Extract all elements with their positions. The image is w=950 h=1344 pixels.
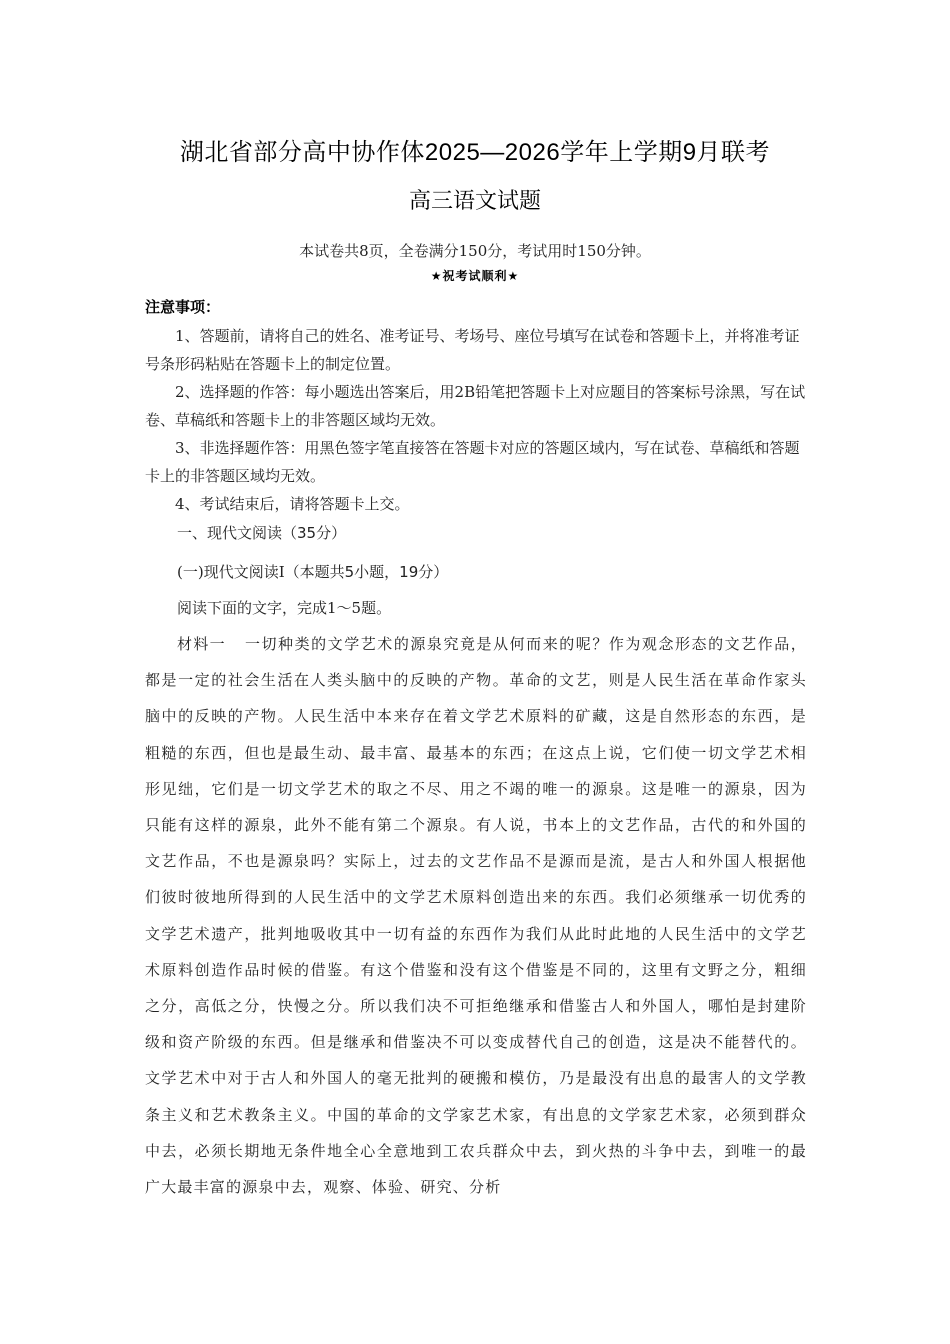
section-score: （35分） (282, 524, 347, 542)
material-label: 材料一 (177, 635, 227, 653)
section-title: 一、现代文阅读 (177, 524, 283, 542)
subsection-title: (一)现代文阅读Ⅰ (177, 563, 285, 581)
notice-item-1: 1、答题前，请将自己的姓名、准考证号、考场号、座位号填写在试卷和答题卡上，并将准考证号条形码粘贴在答题卡上的制定位置。 (145, 327, 800, 373)
reading-instruction: 阅读下面的文字，完成1～5题。 (177, 599, 392, 617)
notice-item-2: 2、选择题的作答：每小题选出答案后，用2B铅笔把答题卡上对应题目的答案标号涂黑，写在试卷、草稿纸和答题卡上的非答题区域均无效。 (145, 383, 806, 429)
exam-title: 湖北省部分高中协作体2025—2026学年上学期9月联考 (179, 139, 771, 166)
subsection-info: （本题共5小题，19分） (284, 563, 449, 581)
exam-subtitle: 高三语文试题 (408, 188, 541, 213)
notice-item-3: 3、非选择题作答：用黑色签字笔直接答在答题卡对应的答题区域内，写在试卷、草稿纸和答题卡上的非答题区域均无效。 (145, 439, 800, 485)
exam-info: 本试卷共8页，全卷满分150分，考试用时150分钟。 (299, 242, 651, 260)
good-luck-line: ★祝考试顺利★ (430, 269, 520, 283)
notice-heading: 注意事项： (145, 298, 221, 316)
material-text: 一切种类的文学艺术的源泉究竟是从何而来的呢？作为观念形态的文艺作品，都是一定的社会生活在人类头脑中的反映的产物。革命的文艺，则是人民生活在革命作家头脑中的反映的产物。人民生活中本来存在着文学艺术原料的矿藏，这是自然形态的东西，是粗糙的东西，但也是最生动、最丰富、最基本的东西；在这点上说，它们使一切文学艺术相形见绌，它们是一切文学艺术的取之不尽、用之不竭的唯一的源泉。这是唯一的源泉，因为只能有这样的源泉，此外不能有第二个源泉。有人说，书本上的文艺作品，古代的和外国的文艺作品，不也是源泉吗？实际上，过去的文艺作品不是源而是流，是古人和外国人根据他们彼时彼地所得到的人民生活中的文学艺术原料创造出来的东西。我们必须继承一切优秀的文学艺术遗产，批判地吸收其中一切有益的东西作为我们从此时此地的人民生活中的文学艺术原料创造作品时候的借鉴。有这个借鉴和没有这个借鉴是不同的，这里有文野之分，粗细之分，高低之分，快慢之分。所以我们决不可拒绝继承和借鉴古人和外国人，哪怕是封建阶级和资产阶级的东西。但是继承和借鉴决不可以变成替代自己的创造，这是决不能替代的。文学艺术中对于古人和外国人的毫无批判的硬搬和模仿，乃是最没有出息的最害人的文学教条主义和艺术教条主义。中国的革命的文学家艺术家，有出息的文学家艺术家，必须到群众中去，必须长期地无条件地全心全意地到工农兵群众中去，到火热的斗争中去，到唯一的最广大最丰富的源泉中去，观察、体验、研究、分析 (145, 635, 807, 1197)
subsection-heading (177, 561, 448, 582)
material-one-paragraph (145, 626, 807, 1205)
section-heading (177, 522, 346, 543)
notice-item-4: 4、考试结束后，请将答题卡上交。 (175, 495, 410, 513)
